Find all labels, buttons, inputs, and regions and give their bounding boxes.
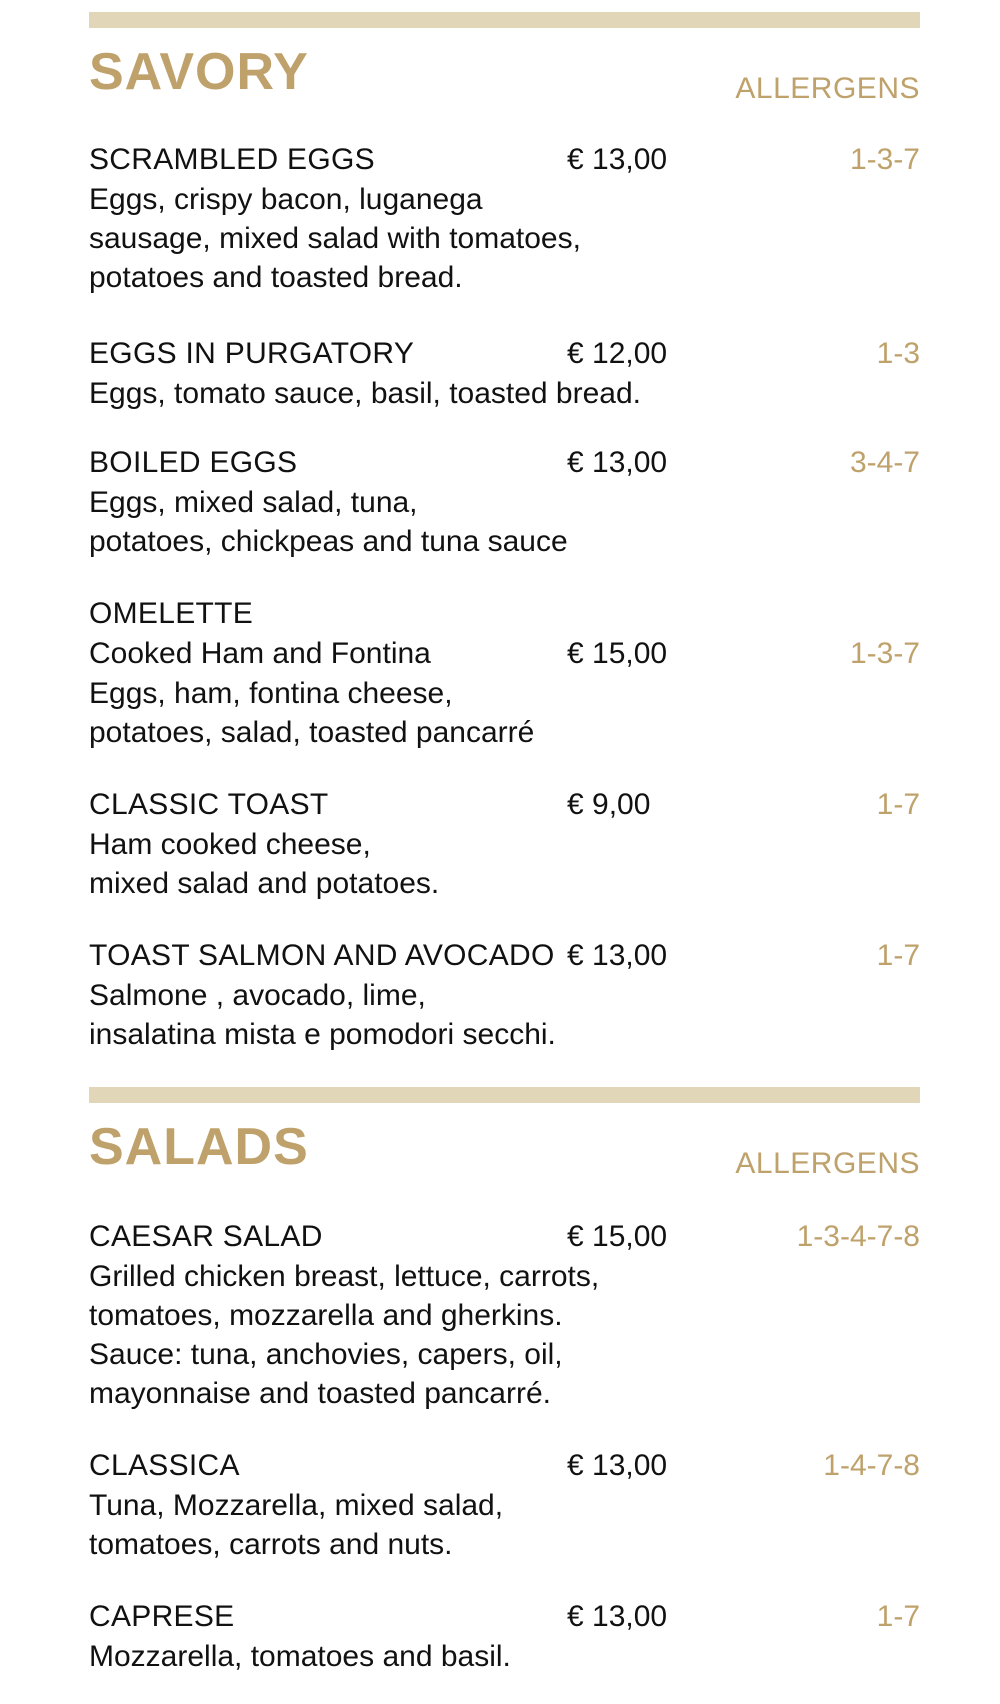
item-name: CAPRESE	[89, 1600, 235, 1633]
item-subname: Cooked Ham and Fontina	[89, 637, 431, 670]
item-description: Eggs, crispy bacon, luganega sausage, mixed salad with tomatoes, potatoes and toasted bread.	[89, 183, 581, 294]
section-title: SAVORY	[89, 43, 309, 101]
item-description: Grilled chicken breast, lettuce, carrots, tomatoes, mozzarella and gherkins. Sauce: tuna, anchovies, capers, oil, mayonnaise and toasted pancarré.	[89, 1260, 600, 1410]
item-name: BOILED EGGS	[89, 446, 298, 479]
item-price: € 9,00	[567, 788, 651, 821]
section-title: SALADS	[89, 1118, 309, 1176]
item-allergens: 1-3-7	[849, 143, 920, 176]
item-name: OMELETTE	[89, 597, 254, 630]
item-name: TOAST SALMON AND AVOCADO	[89, 939, 555, 972]
item-description: Tuna, Mozzarella, mixed salad, tomatoes, carrots and nuts.	[89, 1489, 504, 1561]
item-name: SCRAMBLED EGGS	[89, 143, 375, 176]
item-price: € 13,00	[567, 939, 668, 972]
item-price: € 15,00	[567, 637, 668, 670]
allergens-header: ALLERGENS	[735, 1147, 920, 1180]
section-divider	[89, 12, 920, 28]
item-allergens: 1-3-4-7-8	[796, 1220, 920, 1253]
menu-item-eggs-in-purgatory	[89, 334, 920, 413]
item-name: EGGS IN PURGATORY	[89, 337, 415, 370]
item-price: € 13,00	[567, 1449, 668, 1482]
item-price: € 13,00	[567, 1600, 668, 1633]
item-allergens: 1-7	[876, 788, 920, 821]
item-name: CAESAR SALAD	[89, 1220, 323, 1253]
item-price: € 12,00	[567, 337, 668, 370]
item-description: Eggs, tomato sauce, basil, toasted bread.	[89, 377, 641, 410]
menu-item-toast-salmon-avocado	[89, 936, 920, 1054]
item-description: Eggs, mixed salad, tuna, potatoes, chickpeas and tuna sauce	[89, 486, 568, 558]
item-allergens: 3-4-7	[849, 446, 920, 479]
item-price: € 15,00	[567, 1220, 668, 1253]
item-description: Ham cooked cheese, mixed salad and potatoes.	[89, 828, 440, 900]
savory-header	[89, 28, 920, 112]
item-description: Mozzarella, tomatoes and basil.	[89, 1640, 511, 1673]
item-price: € 13,00	[567, 143, 668, 176]
salads-header	[89, 1103, 920, 1187]
item-allergens: 1-4-7-8	[823, 1449, 920, 1482]
menu-item-caprese	[89, 1597, 920, 1676]
menu-item-classica	[89, 1446, 920, 1564]
item-description: Eggs, ham, fontina cheese, potatoes, salad, toasted pancarré	[89, 677, 535, 749]
item-allergens: 1-3	[876, 337, 920, 370]
menu-page	[89, 12, 920, 1676]
allergens-header: ALLERGENS	[735, 72, 920, 105]
item-allergens: 1-3-7	[849, 637, 920, 670]
section-divider	[89, 1087, 920, 1103]
menu-item-omelette	[89, 594, 920, 752]
item-name: CLASSIC TOAST	[89, 788, 329, 821]
menu-item-scrambled-eggs	[89, 140, 920, 297]
item-description: Salmone , avocado, lime, insalatina mista e pomodori secchi.	[89, 979, 556, 1051]
menu-item-classic-toast	[89, 785, 920, 903]
menu-item-boiled-eggs	[89, 443, 920, 561]
item-allergens: 1-7	[876, 1600, 920, 1633]
item-name: CLASSICA	[89, 1449, 240, 1482]
item-price: € 13,00	[567, 446, 668, 479]
item-allergens: 1-7	[876, 939, 920, 972]
menu-item-caesar-salad	[89, 1217, 920, 1413]
